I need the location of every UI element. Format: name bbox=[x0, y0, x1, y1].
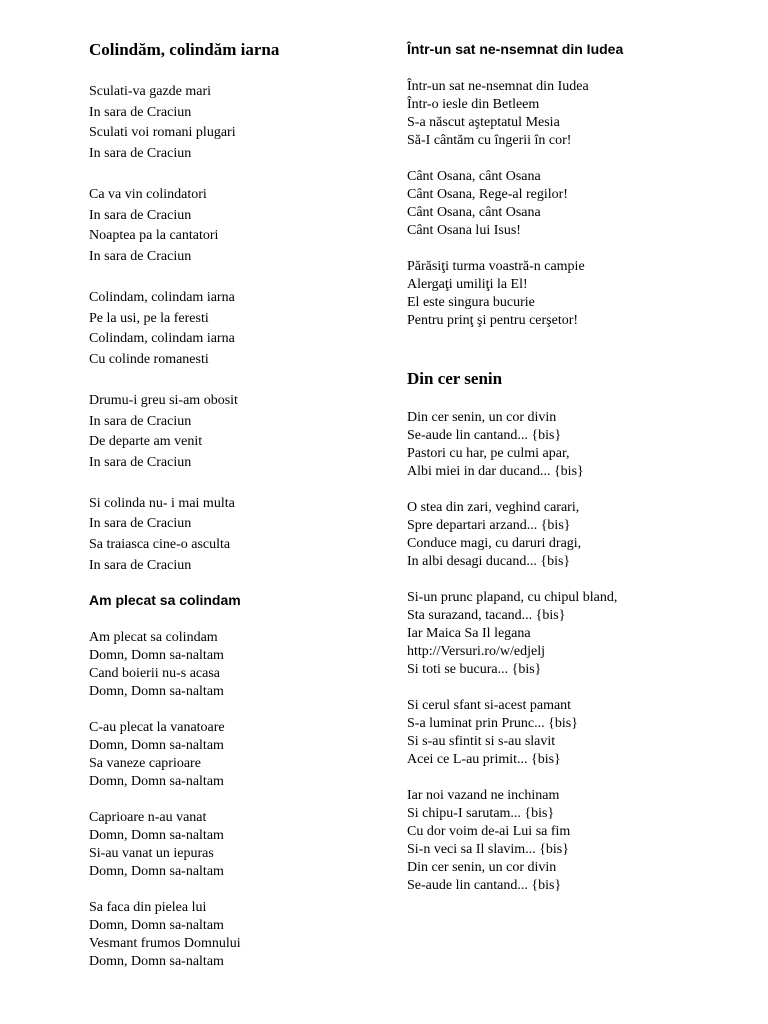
song-am-plecat-sa-colindam bbox=[89, 591, 389, 971]
song-title: Colindăm, colindăm iarna bbox=[89, 40, 280, 59]
lyric-line: De departe am venit bbox=[89, 434, 203, 450]
lyric-line: Si s-au sfintit si s-au slavit bbox=[407, 734, 556, 749]
lyric-line: Acei ce L-au primit... {bis} bbox=[407, 752, 561, 767]
lyric-line: Am plecat sa colindam bbox=[89, 630, 218, 645]
lyric-line: In sara de Craciun bbox=[89, 454, 192, 470]
lyric-line: Sa traiasca cine-o asculta bbox=[89, 537, 231, 553]
lyric-line: Iar Maica Sa Il legana bbox=[407, 626, 531, 641]
stanza bbox=[407, 697, 757, 769]
lyric-line: Se-aude lin cantand... {bis} bbox=[407, 878, 562, 893]
lyric-line: Iar noi vazand ne inchinam bbox=[407, 788, 560, 803]
lyric-line: Să-I cântăm cu îngerii în cor! bbox=[407, 133, 572, 148]
lyric-line: Colindam, colindam iarna bbox=[89, 331, 235, 347]
lyric-line: O stea din zari, veghind carari, bbox=[407, 500, 580, 515]
lyric-line: http://Versuri.ro/w/edjelj bbox=[407, 644, 546, 659]
stanza bbox=[89, 899, 389, 971]
lyric-line: In sara de Craciun bbox=[89, 104, 192, 120]
lyric-line: Sculati voi romani plugari bbox=[89, 125, 236, 141]
lyric-line: Domn, Domn sa-naltam bbox=[89, 828, 224, 843]
song-stanzas bbox=[89, 629, 389, 971]
lyric-line: Colindam, colindam iarna bbox=[89, 289, 235, 305]
stanza bbox=[89, 809, 389, 881]
lyric-line: In sara de Craciun bbox=[89, 557, 192, 573]
lyric-line: Domn, Domn sa-naltam bbox=[89, 648, 224, 663]
lyric-line: In sara de Craciun bbox=[89, 145, 192, 161]
lyric-line: Domn, Domn sa-naltam bbox=[89, 738, 224, 753]
lyric-line: Drumu-i greu si-am obosit bbox=[89, 392, 238, 408]
stanza bbox=[407, 589, 757, 679]
song-title: Din cer senin bbox=[407, 369, 503, 388]
stanza bbox=[89, 82, 389, 164]
lyric-line: Din cer senin, un cor divin bbox=[407, 410, 557, 425]
lyric-line: Si-un prunc plapand, cu chipul bland, bbox=[407, 590, 618, 605]
lyric-line: Cânt Osana, Rege-al regilor! bbox=[407, 187, 568, 202]
lyric-line: Domn, Domn sa-naltam bbox=[89, 954, 224, 969]
lyric-line: Pe la usi, pe la feresti bbox=[89, 310, 209, 326]
lyric-line: Sa vaneze caprioare bbox=[89, 756, 201, 771]
lyric-line: Părăsiţi turma voastră-n campie bbox=[407, 259, 585, 274]
lyric-line: In sara de Craciun bbox=[89, 248, 192, 264]
lyric-line: Cu colinde romanesti bbox=[89, 351, 209, 367]
lyric-line: Albi miei in dar ducand... {bis} bbox=[407, 464, 584, 479]
song-colindam-colindam-iarna bbox=[89, 40, 389, 576]
stanza bbox=[89, 185, 389, 267]
song-intr-un-sat bbox=[407, 40, 757, 330]
lyric-line: Cânt Osana, cânt Osana bbox=[407, 169, 541, 184]
stanza bbox=[89, 719, 389, 791]
stanza bbox=[89, 391, 389, 473]
lyric-line: Spre departari arzand... {bis} bbox=[407, 518, 571, 533]
lyric-line: Si-n veci sa Il slavim... {bis} bbox=[407, 842, 569, 857]
lyric-line: Într-un sat ne-nsemnat din Iudea bbox=[407, 79, 589, 94]
lyric-line: Pentru prinţ şi pentru cerşetor! bbox=[407, 313, 579, 328]
stanza bbox=[407, 787, 757, 895]
lyric-line: Sa faca din pielea lui bbox=[89, 900, 207, 915]
lyric-line: C-au plecat la vanatoare bbox=[89, 720, 225, 735]
lyric-line: Se-aude lin cantand... {bis} bbox=[407, 428, 562, 443]
lyric-line: In sara de Craciun bbox=[89, 413, 192, 429]
stanza bbox=[407, 78, 757, 150]
stanza bbox=[89, 494, 389, 576]
song-din-cer-senin bbox=[407, 369, 757, 895]
song-stanzas bbox=[407, 409, 757, 895]
lyric-line: Domn, Domn sa-naltam bbox=[89, 774, 224, 789]
lyric-line: Si-au vanat un iepuras bbox=[89, 846, 214, 861]
lyric-line: Si chipu-I sarutam... {bis} bbox=[407, 806, 555, 821]
lyric-line: S-a luminat prin Prunc... {bis} bbox=[407, 716, 578, 731]
lyric-line: Ca va vin colindatori bbox=[89, 186, 207, 202]
lyric-line: Domn, Domn sa-naltam bbox=[89, 684, 224, 699]
lyric-line: Pastori cu har, pe culmi apar, bbox=[407, 446, 570, 461]
lyric-line: Vesmant frumos Domnului bbox=[89, 936, 241, 951]
lyric-line: Într-o iesle din Betleem bbox=[407, 97, 540, 112]
song-stanzas bbox=[407, 78, 757, 330]
stanza bbox=[89, 629, 389, 701]
lyric-line: Domn, Domn sa-naltam bbox=[89, 864, 224, 879]
lyric-line: Domn, Domn sa-naltam bbox=[89, 918, 224, 933]
stanza bbox=[407, 409, 757, 481]
lyric-line: Si colinda nu- i mai multa bbox=[89, 495, 235, 511]
lyric-line: Conduce magi, cu daruri dragi, bbox=[407, 536, 582, 551]
lyric-line: In albi desagi ducand... {bis} bbox=[407, 554, 571, 569]
lyric-line: In sara de Craciun bbox=[89, 207, 192, 223]
lyric-line: Si toti se bucura... {bis} bbox=[407, 662, 542, 677]
lyric-line: Caprioare n-au vanat bbox=[89, 810, 207, 825]
lyric-line: Si cerul sfant si-acest pamant bbox=[407, 698, 572, 713]
song-stanzas bbox=[89, 82, 389, 576]
lyric-line: S-a născut aşteptatul Mesia bbox=[407, 115, 560, 130]
lyric-line: Alergaţi umiliţi la El! bbox=[407, 277, 528, 292]
lyric-line: Cânt Osana lui Isus! bbox=[407, 223, 521, 238]
song-title: Am plecat sa colindam bbox=[89, 592, 241, 608]
lyric-line: Din cer senin, un cor divin bbox=[407, 860, 557, 875]
lyric-line: El este singura bucurie bbox=[407, 295, 535, 310]
lyric-line: Cânt Osana, cânt Osana bbox=[407, 205, 541, 220]
lyric-line: Sta surazand, tacand... {bis} bbox=[407, 608, 566, 623]
stanza bbox=[407, 258, 757, 330]
lyric-line: Noaptea pa la cantatori bbox=[89, 228, 219, 244]
stanza bbox=[407, 499, 757, 571]
lyric-line: Cand boierii nu-s acasa bbox=[89, 666, 221, 681]
stanza bbox=[89, 288, 389, 370]
lyric-line: Cu dor voim de-ai Lui sa fim bbox=[407, 824, 571, 839]
lyric-line: Sculati-va gazde mari bbox=[89, 84, 212, 99]
song-title: Într-un sat ne-nsemnat din Iudea bbox=[407, 41, 624, 57]
lyric-line: In sara de Craciun bbox=[89, 516, 192, 532]
stanza bbox=[407, 168, 757, 240]
